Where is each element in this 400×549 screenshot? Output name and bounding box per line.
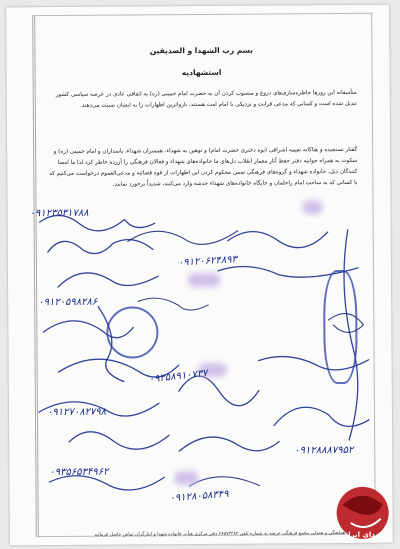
redaction-blur	[302, 200, 322, 214]
logo-label: شهدای ایران	[342, 530, 387, 540]
handwritten-number: ۰۹۱۲۸۸۸۷۹۵۲	[294, 444, 354, 457]
handwritten-number: ۰۹۱۲۳۵۳۱۷۸۸	[29, 207, 89, 220]
document-sheet	[6, 5, 393, 546]
document-title: استشهادیه	[181, 67, 222, 78]
handwritten-number: ۰۹۱۲۸۰۵۸۳۴۹	[169, 488, 229, 505]
handwritten-number: ۰۹۱۲۰۶۲۴۸۹۳	[177, 254, 238, 269]
paragraph-1: متأسفانه این روزها خاطره‌سازی‌های دروغ و منسوب کردن آن به حضرت امام خمینی (ره) به اتفاقی عادی در عرصه سیاسی کشور تبدیل شده است و کسانی که مدعی قرابت و نزدیکی با امام امت هستند، ناروا‌ترین اظهارات را به ایشان نسبت می‌دهند.	[55, 89, 357, 109]
circular-stamp	[323, 270, 358, 384]
redaction-blur	[174, 471, 198, 485]
invocation-line: بسم رب الشهدا و الصدیقین	[149, 45, 254, 56]
handwritten-number: ۰۹۳۵۶۵۳۴۹۶۲	[49, 466, 109, 479]
handwritten-number: ۰۹۳۵۸۹۱۰۷۳۷	[148, 367, 209, 386]
redaction-blur	[188, 273, 220, 287]
handwritten-number: ۰۹۱۲۰۵۹۸۲۸۶	[38, 296, 98, 309]
paragraph-2: گفتار نسنجیده و هتاکانه نعیمه اشراقی (نوه دختری حضرت امام) و توهین به شهداء، همسران شهداء، پاسداران و امام خمینی (ره) و سکوت به همراه جوابیه دفتر حفظ آثار معمار انقلاب دل‌های ما خانواده‌های شهداء و فعالان فرهنگی را آزرده خاطر کرد لذا ما امضا کنندگان ذیل، خانواده شهداء و گروه‌های فرهنگی ضمن محکوم کردن این اظهارات از قوه قضائیه و مدعی‌العموم درخواست می‌کنیم که با کسانی که به ساحت امام راحلمان و جایگاه خانواده‌های شهداء خدشه وارد می‌کنند، شدیداً برخورد نمایند.	[49, 146, 358, 188]
shohada-logo	[320, 473, 392, 544]
handwritten-number: ۰۹۱۲۷۰۸۲۷۹۸	[46, 406, 107, 419]
circular-stamp	[106, 306, 158, 358]
footer-note: هماهنگی و همدلی مجمع فرهنگی عرصه به شماره تلفن ۶۶۵۷۴۲۸۳ دفتر مرکزی هیأت خانواده شهدا و ایثارگران تماس حاصل فرمائید	[94, 530, 346, 538]
